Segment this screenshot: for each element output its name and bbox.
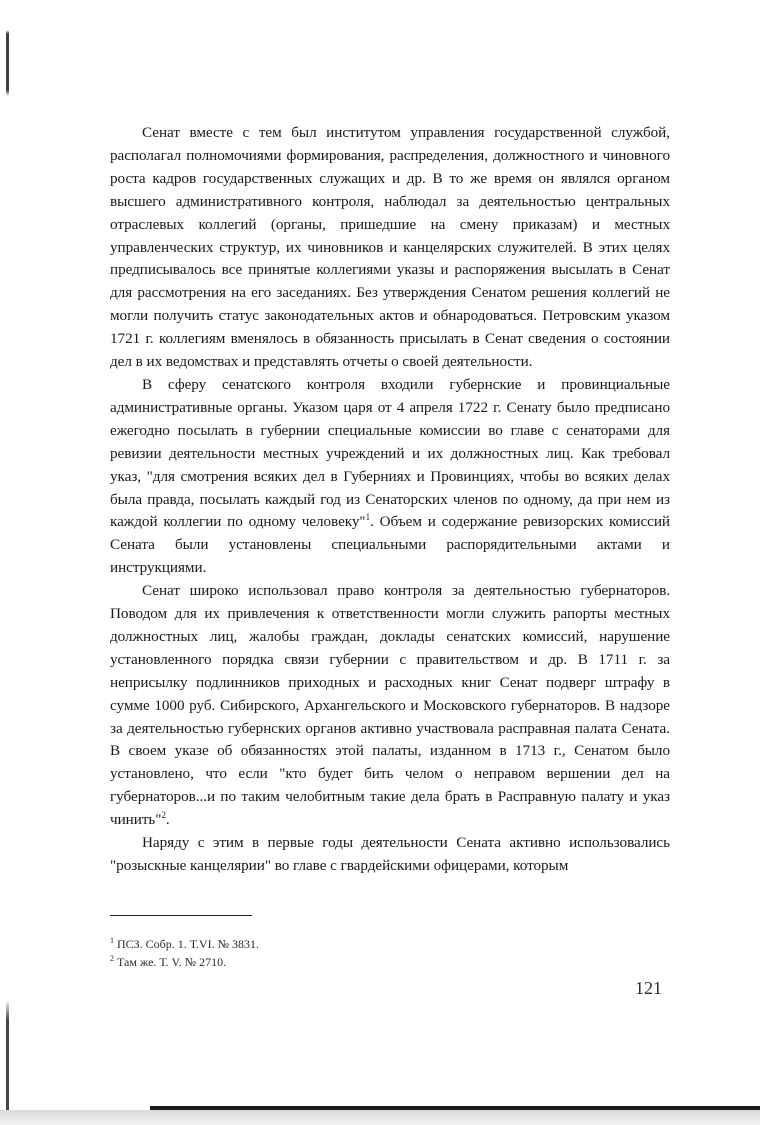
page-number: 121 bbox=[635, 978, 662, 998]
scan-bottom-edge bbox=[150, 1106, 760, 1110]
paragraph-4-text: Наряду с этим в первые годы деятельности Сената активно использовались "розыскные канцелярии" во главе с гвардейскими офицерами, которым bbox=[110, 834, 670, 874]
footnotes bbox=[110, 935, 510, 971]
paragraph-2-text: В сферу сенатского контроля входили губернские и провинциальные административные органы. Указом царя от 4 апреля 1722 г. Сенату было предписано ежегодно посылать в губернии специальные комиссии во главе с сенаторами для ревизии деятельности местных учреждений и их должностных лиц. Как требовал указ, "для смотрения всяких дел в Губерниях и Провинциях, чтобы во всяких делах была правда, посылать каждый год из Сенаторских членов по одному, да при нем из каждой коллегии по одному человеку" bbox=[110, 375, 670, 531]
paragraph-3 bbox=[110, 580, 670, 832]
footnote-1-text: ПСЗ. Собр. 1. Т.VI. № 3831. bbox=[117, 937, 260, 951]
footnote-1-mark: 1 bbox=[110, 936, 114, 945]
scan-left-edge-shadow bbox=[6, 0, 9, 1125]
scan-bottom-shadow bbox=[0, 1110, 760, 1125]
paragraph-2-tail: . Объем и содержание ревизорских комиссий Сената были установлены специальными распорядительными актами и инструкциями. bbox=[110, 513, 670, 577]
paragraph-4 bbox=[110, 832, 670, 878]
footnote-2-text: Там же. Т. V. № 2710. bbox=[117, 955, 227, 969]
paragraph-1-text: Сенат вместе с тем был институтом управления государственной службой, располагал полномочиями формирования, распределения, должностного и чиновного роста кадров государственных служащих и др. В то же время он являлся органом высшего административного контроля, наблюдал за деятельностью центральных отраслевых коллегий (органы, пришедшие на смену приказам) и местных управленческих структур, их чиновников и канцелярских служителей. В этих целях предписывалось все принятые коллегиями указы и распоряжения высылать в Сенат для рассмотрения на его заседаниях. Без утверждения Сенатом решения коллегий не могли получить статус законодательных актов и обнародоваться. Петровским указом 1721 г. коллегиям вменялось в обязанность присылать в Сенат сведения о состоянии дел в их ведомствах и представлять отчеты о своей деятельности. bbox=[110, 124, 670, 371]
footnote-divider bbox=[110, 915, 252, 916]
paragraph-3-tail: . bbox=[165, 811, 170, 829]
footnote-ref-2[interactable]: 2 bbox=[161, 810, 166, 821]
main-text bbox=[110, 122, 670, 878]
footnote-1 bbox=[110, 935, 510, 953]
paragraph-3-text: Сенат широко использовал право контроля за деятельностью губернаторов. Поводом для их привлечения к ответственности могли служить рапорты местных должностных лиц, жалобы граждан, доклады сенатских комиссий, нарушение установленного порядка связи губернии с правительством и др. В 1711 г. за неприсылку подлинников приходных и расходных книг Сенат подверг штрафу в сумме 1000 руб. Сибирского, Архангельского и Московского губернаторов. В надзоре за деятельностью губернских органов активно участвовала расправная палата Сената. В своем указе об обязанностях этой палаты, изданном в 1713 г., Сенатом было установлено, что если "кто будет бить челом о неправом вершении дел на губернаторов...и по таким челобитным такие дела брать в Расправную палату и указ чинить" bbox=[110, 582, 670, 829]
paragraph-2 bbox=[110, 374, 670, 580]
footnote-2 bbox=[110, 953, 510, 971]
paragraph-1 bbox=[110, 122, 670, 374]
footnote-2-mark: 2 bbox=[110, 954, 114, 963]
footnote-ref-1[interactable]: 1 bbox=[365, 512, 371, 523]
